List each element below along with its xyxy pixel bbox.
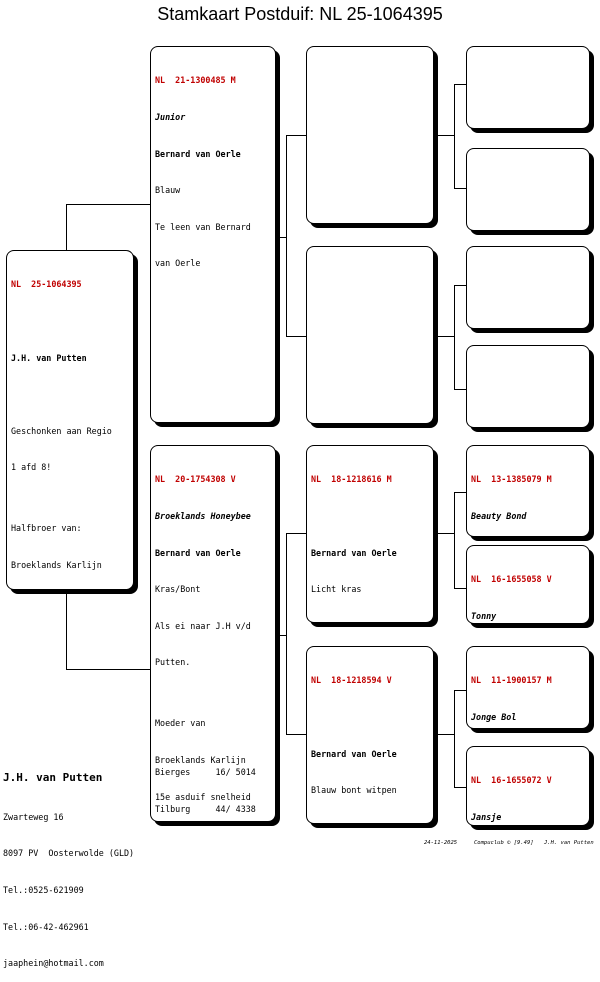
notes-line: Broeklands Karlijn xyxy=(155,755,246,766)
father-card[interactable] xyxy=(150,46,276,423)
notes-line: Geschonken aan Regio xyxy=(11,425,112,436)
connector-line xyxy=(454,389,466,390)
notes-line: Blauw bont witpen xyxy=(311,785,397,796)
ring-number: NL 18-1218594 V xyxy=(311,675,392,686)
owner-address: Zwarteweg 16 xyxy=(3,811,64,822)
ggp-card-empty[interactable] xyxy=(466,345,590,428)
notes-line: Blauw xyxy=(155,185,181,196)
connector-line xyxy=(66,669,150,670)
connector-line xyxy=(454,690,466,691)
ggp-card-empty[interactable] xyxy=(466,46,590,129)
connector-line xyxy=(66,204,67,250)
connector-line xyxy=(286,135,306,136)
owner-phone: Tel.:0525-621909 xyxy=(3,885,84,896)
spacer xyxy=(11,388,129,400)
pigeon-name: Jonge Bol xyxy=(471,712,517,723)
connector-line xyxy=(454,492,455,589)
connector-line xyxy=(286,533,287,735)
connector-line xyxy=(434,734,454,735)
notes-line: Kras/Bont xyxy=(155,584,201,595)
connector-line xyxy=(276,635,286,636)
mother-card[interactable] xyxy=(150,445,276,822)
owner-block xyxy=(3,746,134,982)
owner-phone: Tel.:06-42-462961 xyxy=(3,921,89,932)
pigeon-name: Beauty Bond xyxy=(471,511,527,522)
notes-line: Moeder van xyxy=(155,718,206,729)
notes-line: Te leen van Bernard xyxy=(155,221,251,232)
connector-line xyxy=(454,787,466,788)
connector-line xyxy=(286,336,306,337)
fm-card-empty[interactable] xyxy=(306,246,434,424)
owner-city: 8097 PV Oosterwolde (GLD) xyxy=(3,848,135,859)
connector-line xyxy=(454,285,466,286)
breeder-name: Bernard van Oerle xyxy=(155,148,241,159)
connector-line xyxy=(434,336,454,337)
notes-line: van Oerle xyxy=(155,258,201,269)
page-title: Stamkaart Postduif: NL 25-1064395 xyxy=(157,4,443,24)
pigeon-name: Tonny xyxy=(471,611,497,622)
connector-line xyxy=(286,734,306,735)
ggp-card-empty[interactable] xyxy=(466,246,590,329)
ggp-card[interactable] xyxy=(466,646,590,729)
footer-date: 24-11-2025 xyxy=(424,840,458,846)
ring-number: NL 11-1900157 M xyxy=(471,675,552,686)
spacer xyxy=(311,510,429,522)
connector-line xyxy=(66,590,67,670)
notes-line: Broeklands Karlijn xyxy=(11,560,102,571)
ring-number: NL 18-1218616 M xyxy=(311,474,392,485)
ring-number: NL 16-1655058 V xyxy=(471,574,552,585)
notes-line: Als ei naar J.H v/d xyxy=(155,620,251,631)
footer-author: J.H. van Putten xyxy=(544,840,594,846)
connector-line xyxy=(286,135,287,337)
ggp-card[interactable] xyxy=(466,545,590,624)
mf-card[interactable] xyxy=(306,445,434,623)
result-line: Tilburg 44/ 4338 xyxy=(155,804,256,815)
ring-number: NL 13-1385079 M xyxy=(471,474,552,485)
notes-line: Licht kras xyxy=(311,584,362,595)
breeder-name: Bernard van Oerle xyxy=(155,547,241,558)
spacer xyxy=(11,315,129,327)
owner-name: J.H. van Putten xyxy=(3,771,103,785)
result-line: Bierges 16/ 5014 xyxy=(155,767,256,778)
ggp-card[interactable] xyxy=(466,746,590,826)
ring-number: NL 20-1754308 V xyxy=(155,474,236,485)
notes-line: Putten. xyxy=(155,657,191,668)
ring-number: NL 16-1655072 V xyxy=(471,775,552,786)
connector-line xyxy=(454,492,466,493)
connector-line xyxy=(66,204,150,205)
ring-number: NL 25-1064395 xyxy=(11,279,82,290)
pigeon-name: Jansje xyxy=(471,812,502,823)
footer-software: Compuclub © [9.49] xyxy=(474,840,534,846)
pigeon-name: Broeklands Honeybee xyxy=(155,511,251,522)
connector-line xyxy=(454,84,466,85)
ring-number: NL 21-1300485 M xyxy=(155,75,236,86)
owner-email[interactable]: jaaphein@hotmail.com xyxy=(3,958,104,969)
pigeon-name: Junior xyxy=(155,112,186,123)
notes-line: 1 afd 8! xyxy=(11,462,52,473)
connector-line xyxy=(434,135,454,136)
connector-line xyxy=(454,188,466,189)
connector-line xyxy=(434,533,454,534)
breeder-name: Bernard van Oerle xyxy=(311,748,397,759)
mm-card[interactable] xyxy=(306,646,434,824)
connector-line xyxy=(454,285,455,390)
connector-line xyxy=(454,588,466,589)
connector-line xyxy=(276,237,286,238)
results-list xyxy=(155,742,256,822)
notes-line: 15e asduif snelheid xyxy=(155,791,251,802)
notes-line: Halfbroer van: xyxy=(11,523,82,534)
connector-line xyxy=(286,533,306,534)
ggp-card[interactable] xyxy=(466,445,590,537)
owner-name: J.H. van Putten xyxy=(11,352,87,363)
ff-card-empty[interactable] xyxy=(306,46,434,224)
ggp-card-empty[interactable] xyxy=(466,148,590,231)
notes-line xyxy=(311,821,429,824)
connector-line xyxy=(454,84,455,189)
spacer xyxy=(311,711,429,723)
breeder-name: Bernard van Oerle xyxy=(311,547,397,558)
subject-card[interactable] xyxy=(6,250,134,590)
connector-line xyxy=(454,690,455,788)
notes-line xyxy=(311,620,429,623)
